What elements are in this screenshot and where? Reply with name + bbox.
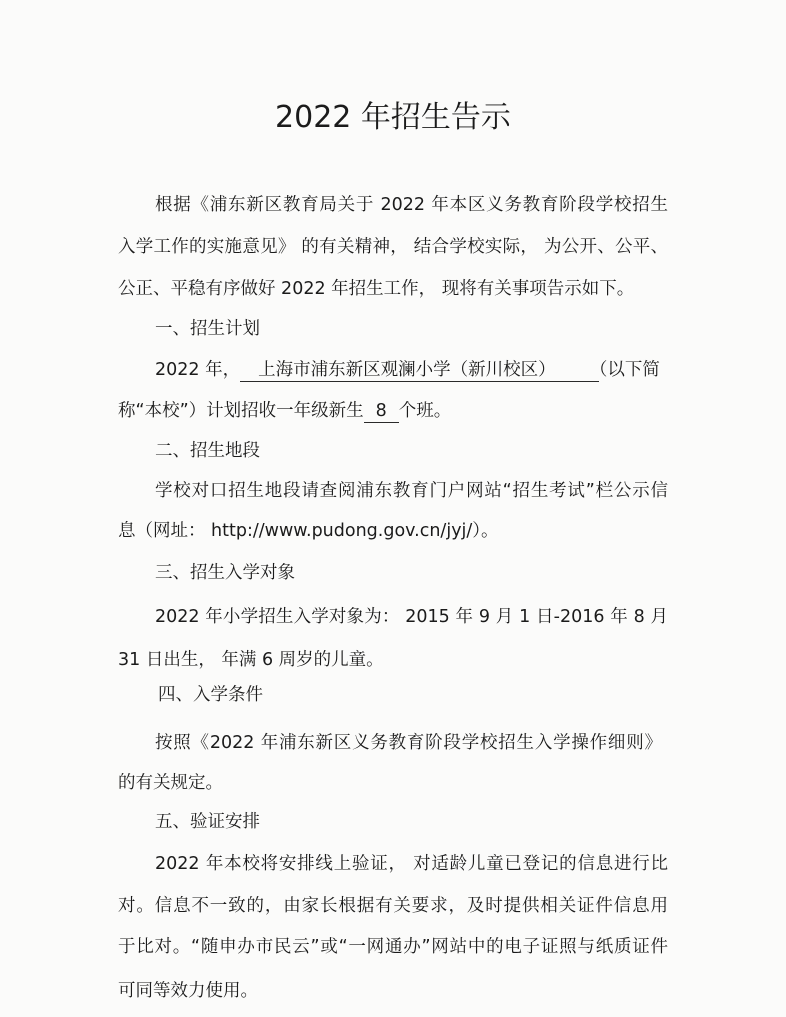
document-title: 2022 年招生告示: [275, 100, 511, 135]
verification-line: 2022 年本校将安排线上验证， 对适龄儿童已登记的信息进行比: [155, 854, 668, 874]
intro-line: 根据《浦东新区教育局关于 2022 年本区义务教育阶段学校招生: [155, 195, 668, 215]
intro-line: 公正、平稳有序做好 2022 年招生工作， 现将有关事项告示如下。: [118, 279, 635, 299]
admission-conditions-line: 按照《2022 年浦东新区义务教育阶段学校招生入学操作细则》: [155, 733, 662, 753]
abbrev-rest: 称“本校”）计划招收一年级新生: [118, 401, 364, 421]
eligible-children-line: 31 日出生， 年满 6 周岁的儿童。: [118, 650, 384, 670]
verification-line: 于比对。“随申办市民云”或“一网通办”网站中的电子证照与纸质证件: [118, 937, 668, 957]
class-unit: 个班。: [398, 401, 452, 421]
section-heading: 一、招生计划: [155, 319, 260, 339]
enrollment-plan-line: [155, 358, 660, 382]
verification-line: 对。信息不一致的，由家长根据有关要求，及时提供相关证件信息用: [118, 896, 668, 916]
school-name-field: 上海市浦东新区观澜小学（新川校区）: [240, 360, 599, 382]
eligible-children-line: 2022 年小学招生入学对象为： 2015 年 9 月 1 日-2016 年 8 月: [155, 607, 668, 627]
year-lead: 2022 年，: [155, 360, 241, 380]
admission-conditions-line: 的有关规定。: [118, 773, 223, 793]
class-count-field: 8: [364, 401, 399, 423]
section-heading: 二、招生地段: [155, 441, 260, 461]
section-heading: 三、招生入学对象: [155, 563, 295, 583]
verification-line: 可同等效力使用。: [118, 981, 258, 1001]
enrollment-area-line: 学校对口招生地段请查阅浦东教育门户网站“招生考试”栏公示信: [155, 481, 668, 501]
enrollment-plan-line: [118, 399, 451, 423]
intro-line: 入学工作的实施意见》 的有关精神， 结合学校实际， 为公开、公平、: [118, 237, 668, 257]
section-heading: 五、验证安排: [155, 812, 260, 832]
enrollment-area-line: 息（网址： http://www.pudong.gov.cn/jyj/）。: [118, 521, 499, 541]
abbrev-lead: （以下简: [598, 360, 660, 380]
section-heading: 四、入学条件: [158, 685, 263, 705]
